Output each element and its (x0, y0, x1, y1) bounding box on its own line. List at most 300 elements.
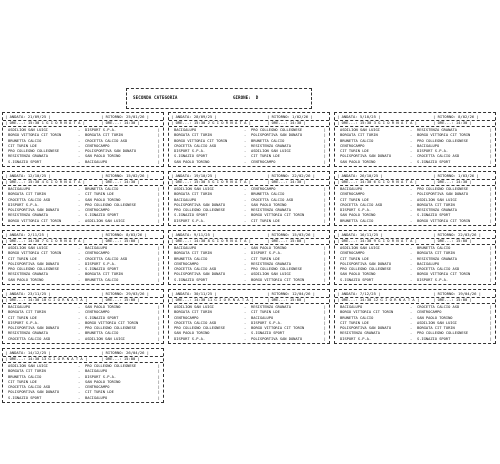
away-team: CENTROCAMPO (251, 159, 276, 164)
away-team: CROCETTA CALCIO ASD (417, 305, 460, 309)
away-team: BACIGALUPO (251, 315, 274, 320)
home-team: DISPORT S.P.A. (340, 208, 372, 213)
home-team: PRO COLLEGNO COLLEGNESE (174, 208, 226, 213)
row-border: | (489, 336, 492, 341)
home-team: S.IGNAZIO SPORT (174, 213, 208, 218)
row-border: | (489, 218, 492, 223)
versus-dash: - (78, 213, 81, 218)
away-team: BORGATA CIT TORIN (85, 133, 123, 138)
ritorno-date: | RITORNO: 1/03/26 | (433, 174, 479, 178)
row-border: | (489, 202, 492, 207)
row-border: | (157, 154, 160, 159)
home-team: ASDILION SAN LUIGI (174, 187, 214, 191)
row-border: | (157, 336, 160, 341)
round-box (334, 112, 496, 167)
away-team: RESISTENZA GRANATA (417, 256, 457, 261)
row-border: | (157, 128, 160, 132)
home-team: RESISTENZA GRANATA (8, 331, 48, 336)
row-border: | (323, 208, 326, 213)
home-team: POLISPORTIVA SAN DONATO (8, 261, 60, 266)
row-border: | (323, 218, 326, 223)
versus-dash: - (78, 138, 81, 143)
andata-time: | ORE...: 14:30 13 G I O R N A T A | (5, 357, 88, 361)
home-team: DISPORT S.P.A. (8, 202, 40, 207)
ritorno-date: | RITORNO: 29/03/26 | (101, 292, 150, 296)
versus-dash: - (410, 149, 413, 154)
row-border: | (157, 379, 160, 384)
row-border: | (323, 138, 326, 143)
ritorno-time: | ORE...: 15:00 | (101, 239, 140, 243)
ritorno-date: | RITORNO: 22/03/26 | (433, 233, 482, 237)
away-team: BACIGALUPO (417, 261, 440, 266)
match-list (172, 128, 326, 165)
away-team: SAN PAOLO TORINO (251, 246, 287, 250)
versus-dash: - (410, 154, 413, 159)
match-list (338, 187, 492, 224)
round-title (5, 239, 161, 244)
versus-dash: - (410, 272, 413, 277)
home-team: CENTROCAMPO (340, 251, 365, 256)
home-team: DISPORT S.P.A. (8, 320, 40, 325)
away-team: BACIGALUPO (85, 395, 108, 400)
away-team: ASDILION SAN LUIGI (417, 320, 457, 325)
away-team: ASDILION SAN LUIGI (85, 336, 125, 341)
away-team: BRUNETTA CALCIO (417, 246, 451, 250)
round-box (168, 171, 330, 226)
away-team: PRO COLLEGNO COLLEGNESE (85, 326, 137, 331)
home-team: S.IGNAZIO SPORT (8, 159, 42, 164)
match-list (6, 187, 160, 224)
versus-dash: - (78, 374, 81, 379)
ritorno-date: | RITORNO: 25/01/26 | (101, 115, 150, 119)
home-team: S.IGNAZIO SPORT (174, 277, 208, 282)
versus-dash: - (244, 251, 247, 256)
ritorno-date: | RITORNO: 12/04/26 | (267, 292, 316, 296)
row-border: | (157, 310, 160, 315)
away-team: BACIGALUPO (85, 369, 108, 374)
row-border: | (323, 272, 326, 277)
home-team: CIT TURIN LDE (8, 379, 37, 384)
home-team: CIT TURIN LDE (8, 315, 37, 320)
row-border: | (157, 133, 160, 138)
away-team: SAN PAOLO TORINO (85, 197, 121, 202)
row-border: | (323, 187, 326, 191)
ritorno-time: | ORE...: 14:30 | (267, 180, 306, 184)
away-team: BACIGALUPO (85, 246, 108, 250)
home-team: BRUNETTA CALCIO (340, 315, 374, 320)
versus-dash: - (410, 133, 413, 138)
home-team: BORGO VITTORIA CIT TORIN (8, 218, 62, 223)
round-title (171, 298, 327, 303)
away-team: BORGO VITTORIA CIT TORIN (417, 218, 471, 223)
home-team: PRO COLLEGNO COLLEGNESE (8, 149, 60, 154)
round-title (171, 121, 327, 126)
match-row (172, 278, 326, 283)
away-team: S.IGNAZIO SPORT (417, 213, 451, 218)
versus-dash: - (410, 305, 413, 309)
versus-dash: - (410, 315, 413, 320)
home-team: S.IGNAZIO SPORT (340, 277, 374, 282)
row-border: | (323, 310, 326, 315)
versus-dash: - (244, 159, 247, 164)
ritorno-date: | RITORNO: 1/02/26 | (267, 115, 313, 119)
match-row (6, 219, 160, 224)
home-team: BACIGALUPO (340, 305, 363, 309)
match-list (172, 187, 326, 224)
row-border: | (323, 256, 326, 261)
row-border: | (489, 310, 492, 315)
away-team: RESISTENZA GRANATA (251, 305, 291, 309)
row-border: | (489, 154, 492, 159)
home-team: POLISPORTIVA SAN DONATO (8, 390, 60, 395)
divider (335, 185, 495, 186)
home-team: BRUNETTA CALCIO (8, 374, 42, 379)
row-border: | (323, 331, 326, 336)
round-title (337, 121, 493, 126)
versus-dash: - (78, 364, 81, 368)
row-border: | (157, 385, 160, 390)
away-team: BRUNETTA CALCIO (85, 331, 119, 336)
row-border: | (489, 197, 492, 202)
home-team: PRO COLLEGNO COLLEGNESE (340, 267, 392, 272)
home-team: CROCETTA CALCIO ASD (340, 202, 383, 207)
versus-dash: - (78, 305, 81, 309)
versus-dash: - (244, 187, 247, 191)
versus-dash: - (78, 320, 81, 325)
away-team: CROCETTA CALCIO ASD (85, 138, 128, 143)
row-border: | (157, 149, 160, 154)
home-team: SAN PAOLO TORINO (174, 331, 210, 336)
andata-time: | ORE...: 15:30 1 G I O R N A T A | (5, 121, 86, 125)
versus-dash: - (244, 208, 247, 213)
versus-dash: - (78, 331, 81, 336)
versus-dash: - (244, 261, 247, 266)
ritorno-date: | RITORNO: 15/03/26 | (267, 233, 316, 237)
round-box (168, 230, 330, 285)
versus-dash: - (410, 128, 413, 132)
home-team: DISPORT S.P.A. (174, 149, 206, 154)
versus-dash: - (244, 154, 247, 159)
versus-dash: - (78, 310, 81, 315)
row-border: | (489, 208, 492, 213)
home-team: CROCETTA CALCIO ASD (8, 197, 51, 202)
ritorno-time: | ORE...: 15:00 | (433, 298, 472, 302)
row-border: | (157, 272, 160, 277)
ritorno-time: | ORE...: 15:00 | (101, 298, 140, 302)
home-team: ASDILION SAN LUIGI (8, 128, 48, 132)
home-team: S.IGNAZIO SPORT (8, 395, 42, 400)
row-border: | (323, 154, 326, 159)
home-team: RESISTENZA GRANATA (8, 154, 48, 159)
versus-dash: - (244, 315, 247, 320)
match-row (6, 337, 160, 342)
versus-dash: - (410, 267, 413, 272)
away-team: CENTROCAMPO (85, 385, 110, 390)
round-title (5, 298, 161, 303)
versus-dash: - (78, 385, 81, 390)
home-team: RESISTENZA GRANATA (340, 331, 380, 336)
round-title (171, 180, 327, 185)
home-team: DISPORT S.P.A. (174, 336, 206, 341)
versus-dash: - (244, 305, 247, 309)
ritorno-time: | ORE...: 14:30 | (101, 121, 140, 125)
match-row (172, 160, 326, 165)
row-border: | (157, 315, 160, 320)
home-team: S.IGNAZIO SPORT (174, 154, 208, 159)
row-border: | (489, 128, 492, 132)
away-team: SAN PAOLO TORINO (251, 202, 287, 207)
divider (169, 185, 329, 186)
row-border: | (323, 213, 326, 218)
home-team: BRUNETTA CALCIO (8, 138, 42, 143)
versus-dash: - (244, 320, 247, 325)
row-border: | (489, 213, 492, 218)
away-team: CIT TURIN LDE (251, 154, 280, 159)
home-team: BORGATA CIT TORIN (340, 133, 378, 138)
match-list (6, 364, 160, 401)
versus-dash: - (410, 320, 413, 325)
away-team: RESISTENZA GRANATA (251, 208, 291, 213)
away-team: BORGO VITTORIA CIT TORIN (251, 326, 305, 331)
round-box (334, 230, 496, 285)
home-team: PRO COLLEGNO COLLEGNESE (8, 267, 60, 272)
row-border: | (489, 246, 492, 250)
versus-dash: - (244, 331, 247, 336)
round-title (337, 239, 493, 244)
round-title (5, 121, 161, 126)
home-team: CROCETTA CALCIO ASD (8, 336, 51, 341)
versus-dash: - (410, 159, 413, 164)
away-team: S.IGNAZIO SPORT (417, 159, 451, 164)
ritorno-date: | RITORNO: 8/03/26 | (101, 233, 147, 237)
away-team: SAN PAOLO TORINO (85, 379, 121, 384)
versus-dash: - (244, 128, 247, 132)
row-border: | (157, 374, 160, 379)
row-border: | (323, 246, 326, 250)
match-row (338, 160, 492, 165)
round-box (2, 348, 164, 403)
round-title (171, 239, 327, 244)
versus-dash: - (78, 315, 81, 320)
row-border: | (157, 208, 160, 213)
category-title: SECONDA CATEGORIA (133, 95, 178, 100)
match-row (6, 396, 160, 401)
row-border: | (323, 305, 326, 309)
round-title (5, 357, 161, 362)
ritorno-time: | ORE...: 15:00 | (433, 239, 472, 243)
round-box (2, 171, 164, 226)
versus-dash: - (244, 272, 247, 277)
ritorno-date: | RITORNO: 26/04/26 | (101, 351, 150, 355)
andata-time: | ORE...: 14:30 9 G I O R N A T A | (337, 239, 418, 243)
home-team: CIT TURIN LDE (340, 256, 369, 261)
home-team: CROCETTA CALCIO ASD (174, 267, 217, 272)
row-border: | (489, 256, 492, 261)
home-team: BORGATA CIT TORIN (174, 192, 212, 197)
versus-dash: - (244, 149, 247, 154)
away-team: PRO COLLEGNO COLLEGNESE (251, 267, 303, 272)
row-border: | (323, 133, 326, 138)
away-team: ASDILION SAN LUIGI (251, 149, 291, 154)
home-team: BORGATA CIT TORIN (174, 310, 212, 315)
row-border: | (157, 251, 160, 256)
away-team: SAN PAOLO TORINO (417, 315, 453, 320)
versus-dash: - (410, 310, 413, 315)
away-team: SAN PAOLO TORINO (85, 154, 121, 159)
away-team: CROCETTA CALCIO ASD (417, 154, 460, 159)
row-border: | (157, 369, 160, 374)
row-border: | (157, 256, 160, 261)
away-team: CENTROCAMPO (85, 251, 110, 256)
andata-date: | ANDATA: 12/10/25 | (5, 174, 51, 178)
away-team: POLISPORTIVA SAN DONATO (251, 133, 303, 138)
versus-dash: - (410, 187, 413, 191)
away-team: RESISTENZA GRANATA (417, 128, 457, 132)
row-border: | (323, 149, 326, 154)
row-border: | (323, 159, 326, 164)
away-team: PRO COLLEGNO COLLEGNESE (417, 138, 469, 143)
versus-dash: - (78, 159, 81, 164)
home-team: BRUNETTA CALCIO (174, 256, 208, 261)
row-border: | (157, 143, 160, 148)
home-team: CENTROCAMPO (340, 192, 365, 197)
away-team: BRUNETTA CALCIO (85, 277, 119, 282)
home-team: SAN PAOLO TORINO (340, 213, 376, 218)
versus-dash: - (78, 272, 81, 277)
away-team: BORGATA CIT TORIN (417, 326, 455, 331)
versus-dash: - (410, 218, 413, 223)
match-list (6, 128, 160, 165)
divider (3, 126, 163, 127)
row-border: | (157, 395, 160, 400)
away-team: BORGATA CIT TORIN (417, 202, 455, 207)
andata-time: | ORE...: 14:30 8 G I O R N A T A | (171, 239, 252, 243)
home-team: BORGO VITTORIA CIT TORIN (8, 251, 62, 256)
home-team: CENTROCAMPO (174, 315, 199, 320)
home-team: CROCETTA CALCIO ASD (174, 143, 217, 148)
home-team: DISPORT S.P.A. (174, 218, 206, 223)
versus-dash: - (410, 277, 413, 282)
andata-time: | ORE...: 15:30 3 G I O R N A T A | (337, 121, 418, 125)
versus-dash: - (410, 326, 413, 331)
away-team: POLISPORTIVA SAN DONATO (417, 192, 469, 197)
match-list (338, 246, 492, 283)
versus-dash: - (78, 395, 81, 400)
row-border: | (323, 128, 326, 132)
home-team: POLISPORTIVA SAN DONATO (340, 261, 392, 266)
row-border: | (157, 267, 160, 272)
row-border: | (157, 390, 160, 395)
home-team: RESISTENZA GRANATA (8, 213, 48, 218)
round-box (168, 289, 330, 344)
home-team: CENTROCAMPO (340, 143, 365, 148)
row-border: | (157, 218, 160, 223)
round-title (337, 180, 493, 185)
away-team: CROCETTA CALCIO ASD (85, 256, 128, 261)
away-team: PRO COLLEGNO COLLEGNESE (417, 187, 469, 191)
versus-dash: - (78, 261, 81, 266)
versus-dash: - (78, 277, 81, 282)
home-team: BORGO VITTORIA CIT TORIN (8, 133, 62, 138)
row-border: | (489, 320, 492, 325)
row-border: | (323, 326, 326, 331)
away-team: CIT TURIN LDE (251, 218, 280, 223)
away-team: RESISTENZA GRANATA (251, 261, 291, 266)
row-border: | (157, 202, 160, 207)
versus-dash: - (244, 192, 247, 197)
away-team: DISPORT S.P.A. (85, 261, 117, 266)
row-border: | (323, 315, 326, 320)
row-border: | (489, 261, 492, 266)
round-box (2, 289, 164, 344)
row-border: | (157, 261, 160, 266)
versus-dash: - (78, 128, 81, 132)
versus-dash: - (244, 310, 247, 315)
divider (335, 244, 495, 245)
away-team: DISPORT S.P.A. (251, 320, 283, 325)
away-team: ASDILION SAN LUIGI (251, 272, 291, 277)
home-team: BORGATA CIT TORIN (8, 369, 46, 374)
away-team: S.IGNAZIO SPORT (251, 331, 285, 336)
versus-dash: - (78, 267, 81, 272)
home-team: PRO COLLEGNO COLLEGNESE (174, 326, 226, 331)
home-team: BORGATA CIT TORIN (8, 310, 46, 315)
home-team: CIT TURIN LDE (8, 256, 37, 261)
row-border: | (157, 192, 160, 197)
away-team: CIT TURIN LDE (85, 390, 114, 395)
away-team: CENTROCAMPO (251, 187, 276, 191)
versus-dash: - (78, 326, 81, 331)
row-border: | (489, 192, 492, 197)
away-team: BORGATA CIT TORIN (417, 251, 455, 256)
versus-dash: - (410, 251, 413, 256)
home-team: BACIGALUPO (340, 187, 363, 191)
away-team: BORGO VITTORIA CIT TORIN (417, 133, 471, 138)
home-team: BORGO VITTORIA CIT TORIN (340, 310, 394, 315)
row-border: | (489, 315, 492, 320)
home-team: POLISPORTIVA SAN DONATO (174, 272, 226, 277)
row-border: | (157, 320, 160, 325)
ritorno-date: | RITORNO: 19/04/26 | (433, 292, 482, 296)
andata-time: | ORE...: 14:30 7 G I O R N A T A | (5, 239, 86, 243)
home-team: BRUNETTA CALCIO (340, 218, 374, 223)
versus-dash: - (410, 331, 413, 336)
match-list (172, 305, 326, 342)
away-team: RESISTENZA GRANATA (251, 143, 291, 148)
round-box (2, 112, 164, 167)
versus-dash: - (244, 197, 247, 202)
ritorno-date: | RITORNO: 15/02/26 | (101, 174, 150, 178)
divider (169, 126, 329, 127)
row-border: | (489, 326, 492, 331)
home-team: BORGATA CIT TORIN (174, 133, 212, 138)
andata-time: | ORE...: 14:30 6 G I O R N A T A | (337, 180, 418, 184)
andata-date: | ANDATA: 16/11/25 | (337, 233, 383, 237)
versus-dash: - (410, 192, 413, 197)
versus-dash: - (410, 261, 413, 266)
ritorno-time: | ORE...: 15:00 | (101, 357, 140, 361)
group-label: GIRONE: D (233, 95, 259, 100)
home-team: BORGATA CIT TORIN (174, 251, 212, 256)
row-border: | (489, 277, 492, 282)
versus-dash: - (410, 213, 413, 218)
away-team: BORGO VITTORIA CIT TORIN (85, 320, 139, 325)
home-team: CROCETTA CALCIO ASD (8, 385, 51, 390)
versus-dash: - (410, 202, 413, 207)
match-row (338, 337, 492, 342)
home-team: BACIGALUPO (174, 197, 197, 202)
ritorno-date: | RITORNO: 22/02/26 | (267, 174, 316, 178)
